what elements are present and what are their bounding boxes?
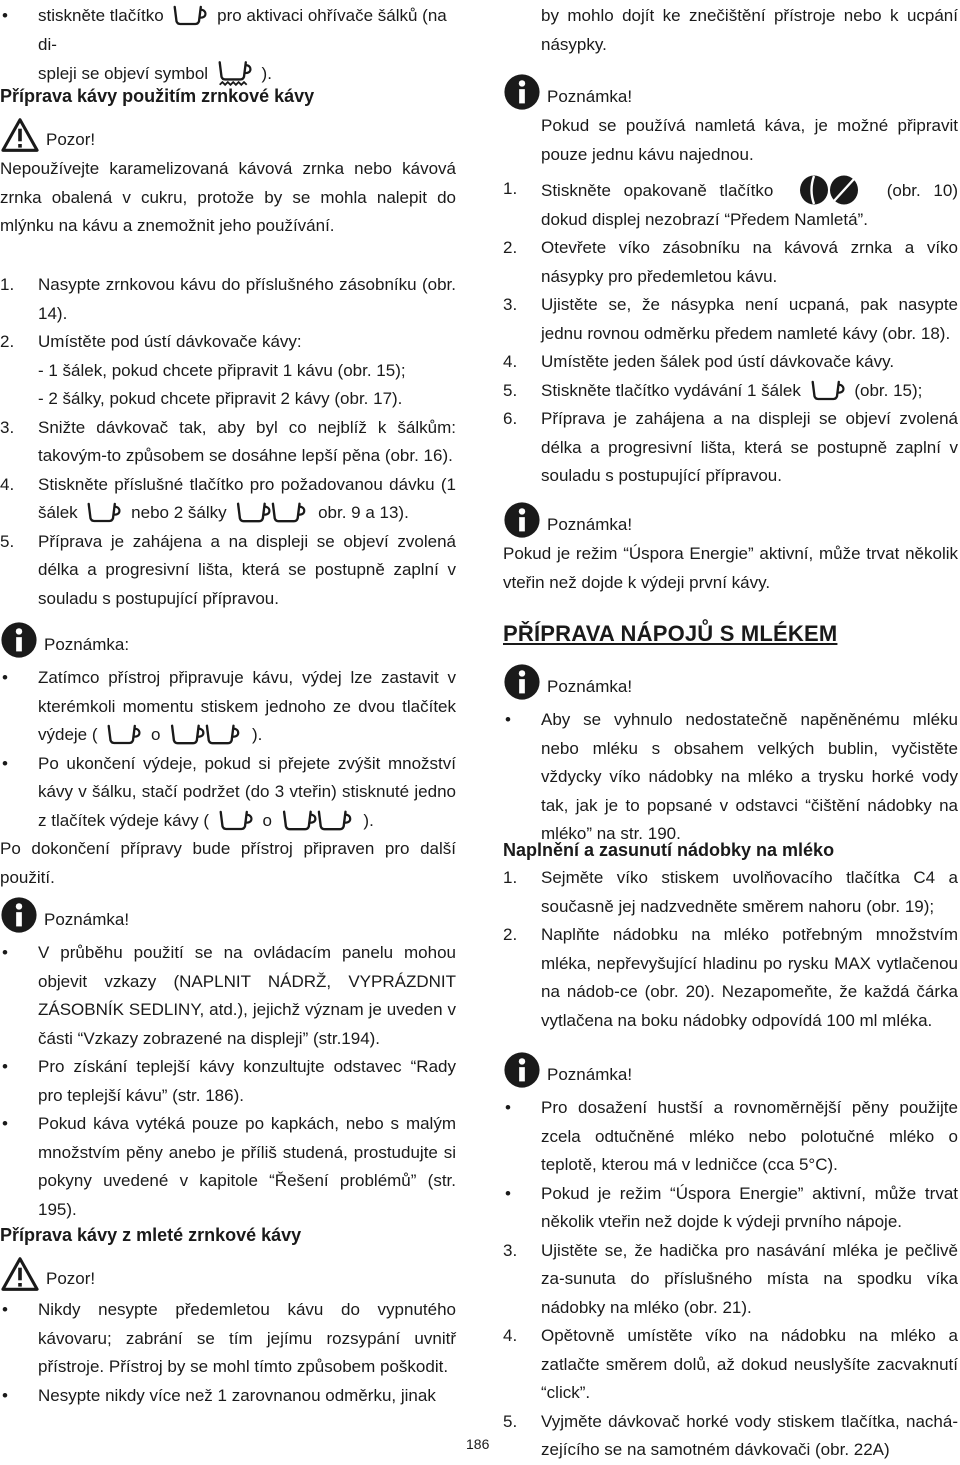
step-4: 4. Stiskněte příslušné tlačítko pro požadovanou dávku (1 šálek nebo 2 šálky obr. 9 a 13). <box>0 474 456 522</box>
two-cups-icon <box>281 809 355 831</box>
note2-bullet-1: • V průběhu použití se na ovládacím panelu mohou objevit vzkazy (NAPLNIT NÁDRŽ, VYPRÁZDNIT ZÁSOBNÍK SEDLINY, atd.), jejichž význam je uveden v části “Vzkazy zobrazené na displeji” (str.194). <box>2 943 456 1048</box>
fill-steps <box>503 864 958 1035</box>
fill-step-1: 1. Sejměte víko stiskem uvolňovacího tlačítka C4 a současně jej nadzvedněte směrem nahoru (obr. 19); <box>503 868 958 916</box>
ground-bullet-2: • Nesypte nikdy více než 1 zarovnanou odměrku, jinak <box>2 1385 436 1405</box>
note-box-1: Poznámka: • Zatímco přístroj připravuje kávu, výdej lze zastavit v kterémkoli momentu stiskem jednoho ze dvou tlačítek výdeje ( o ). • Po ukončení výdeje, pokud si přejete zvýšit množství kávy v šálku, stačí podržet (do 3 vteřin) stisknuté jedno z tlačítek výdeje kávy ( o ). Po dokončení přípravy bude přístroj připraven pro další použití. <box>0 620 456 892</box>
continued-text: by mohlo dojít ke znečištění přístroje nebo k ucpání násypky. <box>541 6 958 54</box>
caution-text: Nepoužívejte karamelizovaná kávová zrnka nebo kávová zrnka obalená v cukru, protože by se mohla nalepit do mlýnku na kávu a znemožnit jeho používání. <box>0 159 456 235</box>
cup-icon <box>218 809 254 831</box>
ground-step-2: 2. Otevřete víko zásobníku na kávová zrnka a víko násypky pro předemletou kávu. <box>503 238 958 286</box>
right-note-box-2: Poznámka! Pokud je režim “Úspora Energie” aktivní, může trvat několik vteřin než dojde k výdeji první kávy. <box>503 500 958 597</box>
step-5: 5. Příprava je zahájena a na displeji se objeví zvolená délka a progresivní lišta, která se postupně zaplní v souladu s postupující přípravou. <box>0 531 456 608</box>
info-icon <box>0 896 38 934</box>
section-title-ground-coffee: Příprava kávy z mleté zrnkové kávy <box>0 1225 302 1245</box>
note-box-2: Poznámka! • V průběhu použití se na ovládacím panelu mohou objevit vzkazy (NAPLNIT NÁDRŽ, VYPRÁZDNIT ZÁSOBNÍK SEDLINY, atd.), jejichž význam je uveden v části “Vzkazy zobrazené na displeji” (str.194). • Pro získání teplejší kávy konzultujte odstavec “Rady pro teplejší kávu” (str. 186). • Pokud káva vytéká pouze po kapkách, nebo s malým množstvím pěny anebo je příliš studená, prostudujte si pokyny uvedené v kapitole “Řešení problémů” (str. 195). <box>0 895 456 1224</box>
warning-icon <box>0 117 40 153</box>
ground-caution-box: Pozor! • Nikdy nesypte předemletou kávu do vypnutého kávovaru; zabrání se tím jejímu rozsypání uvnitř přístroje. Přístroj by se mohl tímto způsobem poškodit. • Nesypte nikdy více než 1 zarovnanou odměrku, jinak <box>0 1254 456 1410</box>
intro-line-2: spleji se objeví symbol ). <box>38 59 456 89</box>
note3-bullet: • Aby se vyhnulo nedostatečně napěněnému mléku nebo mléku s obsahem velkých bublin, vyčistěte vždycky víko nádobky na mléko a trysku horké vody tak, jak je to popsané v odstavci “čištění nádobky na mléko” na str. 190. <box>505 710 958 843</box>
ground-step-3: 3. Ujistěte se, že násypka není ucpaná, pak nasypte jednu rovnou odměrku předem namleté kávy (obr. 18). <box>503 295 958 343</box>
intro-line-1: stiskněte tlačítko pro aktivaci ohřívače šálků (na di- <box>38 6 447 54</box>
ground-step-4: 4. Umístěte jeden šálek pod ústí dávkovače kávy. <box>503 352 895 371</box>
ground-steps <box>503 175 958 491</box>
step-1: 1. Nasypte zrnkovou kávu do příslušného zásobníku (obr. 14). <box>0 275 456 323</box>
info-icon <box>503 73 541 111</box>
right-note-box-3: Poznámka! • Aby se vyhnulo nedostatečně napěněnému mléku nebo mléku s obsahem velkých bublin, vyčistěte vždycky víko nádobky na mléko a trysku horké vody tak, jak je to popsané v odstavci “čištění nádobky na mléko” na str. 190. <box>503 662 958 849</box>
ground-bullet-1: • Nikdy nesypte předemletou kávu do vypnutého kávovaru; zabrání se tím jejímu rozsypání uvnitř přístroje. Přístroj by se mohl tímto způsobem poškodit. <box>2 1300 456 1376</box>
section-title-bean-coffee: Příprava kávy použitím zrnkové kávy <box>0 86 315 106</box>
bean-steps <box>0 271 456 613</box>
page-number: 186 <box>466 1436 490 1452</box>
note4-bullet-2: • Pokud je režim “Úspora Energie” aktivní, může trvat několik vteřin než dojde k výdeji prvního nápoje. <box>505 1183 958 1231</box>
right-note-box-4: Poznámka! • Pro dosažení hustší a rovnoměrnější pěny použijte zcela odtučněné mléko nebo polotučné mléko o teplotě, kterou má v ledničce (cca 5°C). • Pokud je režim “Úspora Energie” aktivní, může trvat několik vteřin než dojde k výdeji prvního nápoje. 3. Ujistěte se, že hadička pro nasávání mléka je pečlivě za-sunuta do příslušného místa na spodku víka nádobky na mléko (obr. 21). 4. Opětovně umístěte víko na nádobku na mléko a zatlačte směrem dolů, až dokud neuslyšíte zacvaknutí “click”. 5. Vyjměte dávkovač horké vody stiskem tlačítka, nachá-zejícího se na samotném dávkovači (obr. 22A) <box>503 1050 958 1465</box>
ground-step-1: 1. Stiskněte opakovaně tlačítko (obr. 10) dokud displej nezobrazí “Předem Namletá”. <box>503 175 958 234</box>
bullet: • <box>2 6 8 25</box>
info-icon <box>503 501 541 539</box>
info-icon <box>503 663 541 701</box>
caution-label: Pozor! <box>46 129 96 149</box>
cup-icon <box>86 501 122 523</box>
note1-bullet-1: • Zatímco přístroj připravuje kávu, výdej lze zastavit v kterémkoli momentu stiskem jednoho ze dvou tlačítek výdeje ( o ). <box>2 668 456 744</box>
note2-bullet-2: • Pro získání teplejší kávy konzultujte odstavec “Rady pro teplejší kávu” (str. 186). <box>2 1057 456 1105</box>
cup-icon <box>172 4 208 26</box>
fill-step-5: 5. Vyjměte dávkovač horké vody stiskem tlačítka, nachá-zejícího se na samotném dávkovači (obr. 22A) <box>503 1411 958 1459</box>
info-icon <box>0 621 38 659</box>
fill-step-3: 3. Ujistěte se, že hadička pro nasávání mléka je pečlivě za-sunuta do příslušného místa na spodku víka nádobky na mléko (obr. 21). <box>503 1240 958 1317</box>
section-title-milk-drinks: PŘÍPRAVA NÁPOJŮ S MLÉKEM <box>503 621 838 646</box>
caution-box <box>0 115 456 241</box>
cup-icon <box>810 379 846 401</box>
warning-icon <box>0 1256 40 1292</box>
ground-step-5: 5. Stiskněte tlačítko vydávání 1 šálek (obr. 15); <box>503 380 923 400</box>
two-cups-icon <box>235 501 309 523</box>
note4-bullet-1: • Pro dosažení hustší a rovnoměrnější pěny použijte zcela odtučněné mléko nebo polotučné mléko o teplotě, kterou má v ledničce (cca 5°C). <box>505 1098 958 1174</box>
fill-step-2: 2. Naplňte nádobku na mléko potřebným množstvím mléka, nepřevyšující hladinu po rysku MAX vytlačenou na nádob-ce (obr. 20). Nezapomeňte, že každá čárka vytlačena na boku nádobky odpovídá 100 ml mléka. <box>503 925 958 1030</box>
right-note-box-1: Poznámka! Pokud se používá namletá káva, je možné připravit pouze jednu kávu najednou. <box>503 72 958 169</box>
note1-bullet-2: • Po ukončení výdeje, pokud si přejete zvýšit množství kávy v šálku, stačí podržet (do 3 vteřin) stisknuté jedno z tlačítek výdeje kávy ( o ). <box>2 753 456 830</box>
step-3: 3. Snižte dávkovač tak, aby byl co nejblíž k šálkům: takovým-to způsobem se dosáhne lepší pěna (obr. 16). <box>0 417 456 465</box>
fill-step-4: 4. Opětovně umístěte víko na nádobku na mléko a zatlačte směrem dolů, až dokud neuslyšíte zacvaknutí “click”. <box>503 1326 958 1402</box>
intro-bullet <box>0 2 456 89</box>
section-title-milk-container: Naplnění a zasunutí nádobky na mléko <box>503 840 835 860</box>
info-icon <box>503 1051 541 1089</box>
after-note-text: Po dokončení přípravy bude přístroj připraven pro další použití. <box>0 839 456 887</box>
step-2: 2. Umístěte pod ústí dávkovače kávy: - 1 šálek, pokud chcete připravit 1 kávu (obr. 15); - 2 šálky, pokud chcete připravit 2 kávy (obr. 17). <box>0 332 406 408</box>
note2-bullet-3: • Pokud káva vytéká pouze po kapkách, nebo s malým množstvím pěny anebo je příliš studená, prostudujte si pokyny uvedené v kapitole “Řešení problémů” (str. 195). <box>2 1114 456 1219</box>
ground-step-6: 6. Příprava je zahájena a na displeji se objeví zvolená délka a progresivní lišta, která se postupně zaplní v souladu s postupující přípravou. <box>503 409 958 485</box>
two-cups-icon <box>169 723 243 745</box>
cup-icon <box>106 723 142 745</box>
ground-coffee-icon <box>798 175 862 205</box>
